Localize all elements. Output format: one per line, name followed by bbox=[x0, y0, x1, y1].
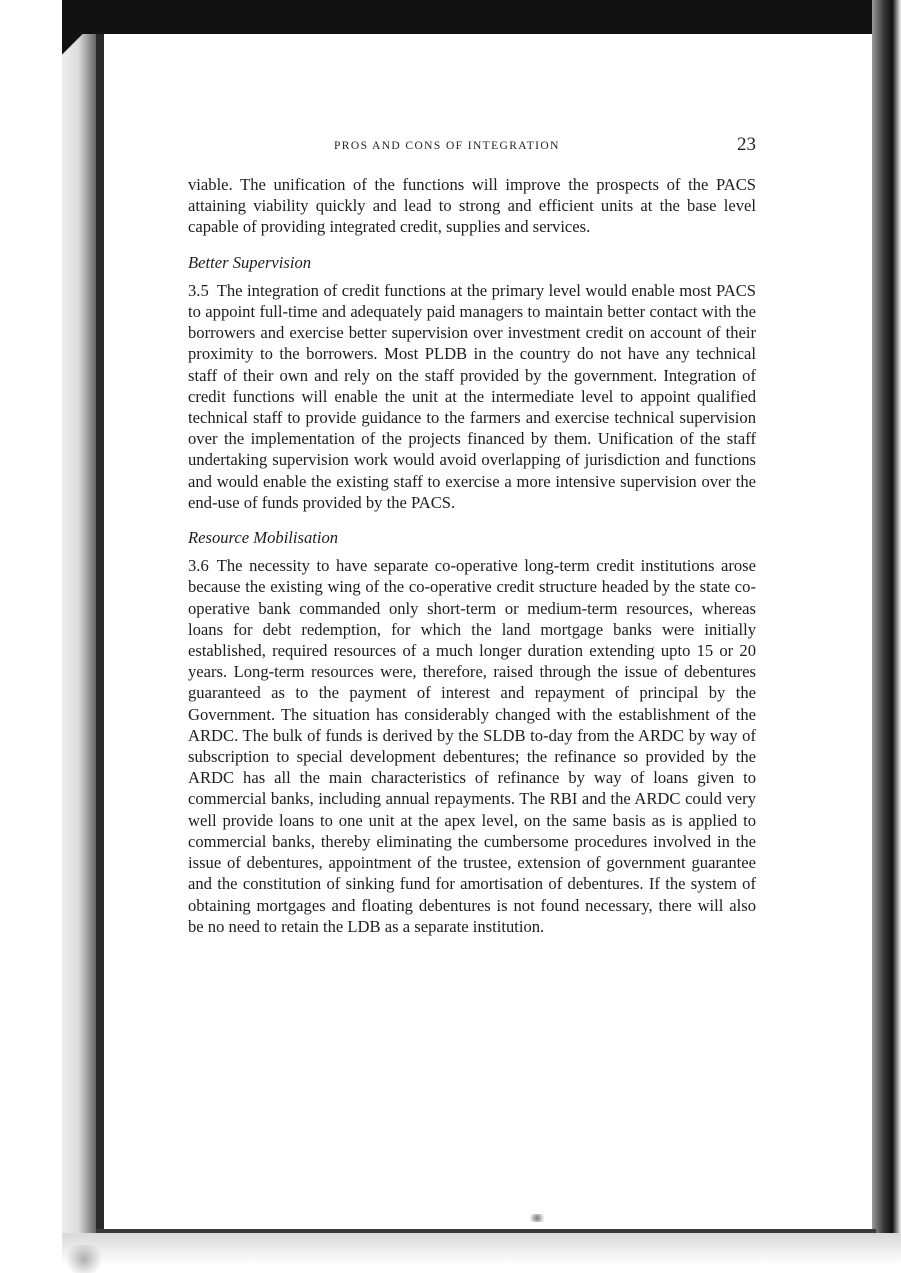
scan-smudge bbox=[62, 1245, 106, 1273]
section-heading-resource-mobilisation: Resource Mobilisation bbox=[188, 528, 339, 548]
scan-shadow-bottom bbox=[62, 1233, 901, 1273]
scan-shadow-top bbox=[62, 0, 901, 34]
paragraph-3-5 bbox=[188, 280, 756, 513]
scan-mark bbox=[527, 1214, 547, 1222]
scan-corner-top-left bbox=[62, 0, 122, 60]
paragraph-text: The integration of credit functions at the primary level would enable most PACS to appoint full-time and adequately paid managers to maintain better contact with the borrowers and exercise better supervision over investment credit on account of their proximity to the borrowers. Most PLDB in the country do not have any technical staff of their own and rely on the staff provided by the government. Integration of credit functions will enable the unit at the intermediate level to appoint qualified technical staff to provide guidance to the farmers and exercise technical supervision over the implementation of the projects financed by them. Unification of the staff undertaking supervision work would avoid overlapping of jurisdiction and functions and would enable the existing staff to exercise a more intensive supervision over the end-use of funds provided by the PACS. bbox=[188, 280, 756, 512]
section-heading-better-supervision: Better Supervision bbox=[188, 252, 312, 272]
paragraph-number: 3.5 bbox=[188, 280, 209, 300]
page-number: 23 bbox=[737, 134, 756, 155]
paragraph-3-6 bbox=[188, 555, 756, 937]
running-title: PROS AND CONS OF INTEGRATION bbox=[334, 140, 560, 152]
scan-shadow-right bbox=[872, 0, 901, 1273]
continuation-paragraph: viable. The unification of the functions will improve the prospects of the PACS attaining viability quickly and lead to strong and efficient units at the base level capable of providing integrated credit, supplies and services. bbox=[188, 175, 756, 237]
book-page bbox=[188, 130, 756, 937]
scan-margin-left bbox=[0, 0, 62, 1273]
paragraph-text: The necessity to have separate co-operative long-term credit institutions arose because the existing wing of the co-operative credit structure headed by the state co-operative bank commanded only short-term or medium-term resources, whereas loans for debt redemption, for which the land mortgage banks were initially established, required resources of a much longer duration extending upto 15 or 20 years. Long-term resources were, therefore, raised through the issue of debentures guaranteed as to the payment of interest and repayment of principal by the Government. The situation has considerably changed with the establishment of the ARDC. The bulk of funds is derived by the SLDB to-day from the ARDC by way of subscription to special development debentures; the refinance so provided by the ARDC has all the main characteristics of refinance by way of loans given to commercial banks, including annual repayments. The RBI and the ARDC could very well provide loans to one unit at the apex level, on the same basis as is applied to commercial banks, thereby eliminating the cumbersome procedures involved in the issue of debentures, appointment of the trustee, extension of government guarantee and the constitution of sinking fund for amortisation of debentures. If the system of obtaining mortgages and floating debentures is not found necessary, there will also be no need to retain the LDB as a separate institution. bbox=[188, 556, 756, 936]
paragraph-number: 3.6 bbox=[188, 556, 209, 576]
page-edge-left bbox=[96, 30, 104, 1235]
running-head bbox=[188, 130, 756, 164]
